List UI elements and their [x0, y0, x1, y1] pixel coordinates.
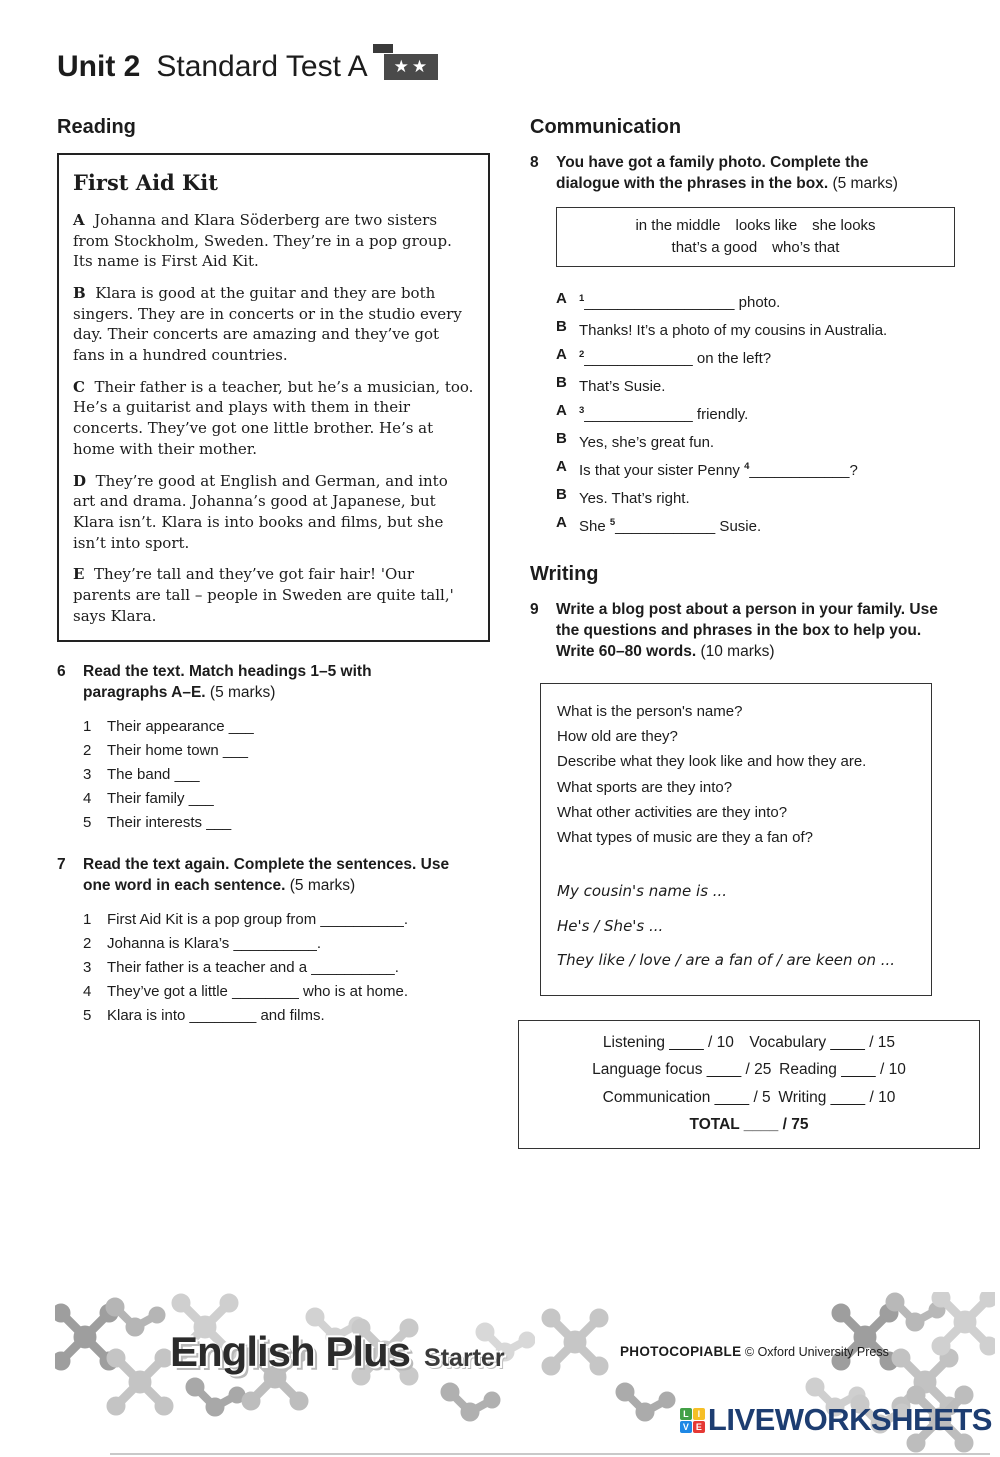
answer-blank[interactable]: _____________ — [584, 350, 693, 368]
exercise-6: 6 Read the text. Match headings 1–5 with paragraphs A–E. (5 marks) 1 Their appearance ___ 2 Their home town ___ 3 The band ___ 4 Their family ___ 5 Their interests ___ — [57, 662, 490, 835]
score-total: TOTAL ____ / 75 — [689, 1116, 809, 1134]
english-plus-logo-text: English Plus — [170, 1328, 411, 1375]
exercise-6-instruction: Read the text. Match headings 1–5 with paragraphs A–E. (5 marks) — [83, 663, 372, 702]
answer-blank[interactable]: __________ — [311, 959, 395, 977]
answer-blank[interactable]: ____________ — [749, 462, 850, 480]
exercise-9-instruction: Write a blog post about a person in your family. Use the questions and phrases in the box to help you. Write 60–80 words. (10 marks) — [556, 601, 938, 661]
answer-blank[interactable]: ________ — [232, 983, 299, 1001]
heading-item-1: 1 Their appearance ___ — [83, 718, 254, 736]
page-bottom-line — [110, 1453, 990, 1455]
dialogue-row-8: B Yes. That’s right. — [556, 486, 690, 508]
left-column — [57, 44, 490, 1169]
answer-blank[interactable]: ___ — [228, 718, 254, 736]
exercise-8: 8 You have got a family photo. Complete the dialogue with the phrases in the box. (5 marks) in the middle looks like she looks that’s a good who’s that A $^1$__________________ photo. B Thanks! It’s a photo of my cousins in Australia. A $^2$_____________ on the left? B That’s Susie. A $^3$_____________ friendly. B Yes, she’s great fun. A Is that your sister Penny $^4$____________? B Yes. That’s right. A She $^5$____________ Susie. — [530, 153, 955, 539]
paragraph-d: D They’re good at English and German, and into art and drama. Johanna’s good at Japanese, but Klara isn’t. Klara is into books and films, but she isn’t into sport. — [73, 471, 448, 552]
exercise-7-instruction: Read the text again. Complete the sentences. Use one word in each sentence. (5 marks) — [83, 856, 450, 895]
writing-phrase: My cousin's name is ... — [557, 882, 728, 901]
liveworksheets-wordmark: LIVEWORKSHEETS — [707, 1402, 992, 1437]
exercise-7: 7 Read the text again. Complete the sentences. Use one word in each sentence. (5 marks) 1 First Aid Kit is a pop group from __________. 2 Johanna is Klara’s __________. 3 Their father is a teacher and a __________. 4 They’ve got a little ________ who is at home. 5 Klara is into ________ and films. — [57, 855, 490, 1028]
score-line-2: Language focus ____ / 25 Reading ____ / 10 — [592, 1061, 906, 1079]
paragraph-c: C Their father is a teacher, but he’s a musician, too. He’s a guitarist and plays with them in their concerts. They’ve got one little brother. He’s at home with their mother. — [73, 377, 474, 458]
right-column — [530, 44, 955, 1169]
score-line-1: Listening ____ / 10 Vocabulary ____ / 15 — [602, 1033, 896, 1051]
phrase-box — [556, 207, 955, 268]
sentence-item-4: 4 They’ve got a little ________ who is at home. — [83, 983, 409, 1001]
exercise-7-marks: (5 marks) — [285, 877, 356, 895]
writing-question: What types of music are they a fan of? — [557, 829, 813, 847]
dialogue-row-5: A $^3$_____________ friendly. — [556, 402, 749, 424]
answer-blank[interactable]: ___ — [174, 766, 200, 784]
sentence-item-2: 2 Johanna is Klara’s __________. — [83, 935, 322, 953]
writing-question: How old are they? — [557, 728, 678, 746]
dialogue-row-2: B Thanks! It’s a photo of my cousins in Australia. — [556, 318, 888, 340]
unit-label: Unit 2 — [57, 50, 141, 83]
sentence-item-1: 1 First Aid Kit is a pop group from __________. — [83, 911, 409, 929]
liveworksheets-logo[interactable] — [680, 1402, 992, 1438]
english-plus-logo — [170, 1328, 505, 1376]
exercise-7-items — [83, 908, 490, 1028]
difficulty-stars-badge: ★★ — [384, 54, 438, 80]
writing-heading: Writing — [530, 563, 599, 586]
liveworksheets-grid-icon: L I V E — [680, 1408, 705, 1433]
reading-text-box — [57, 153, 490, 642]
answer-blank[interactable]: ____________ — [615, 518, 716, 536]
dialogue-row-4: B That’s Susie. — [556, 374, 666, 396]
sentence-item-3: 3 Their father is a teacher and a __________. — [83, 959, 399, 977]
paragraph-a: A Johanna and Klara Söderberg are two sisters from Stockholm, Sweden. They’re in a pop group. Its name is First Aid Kit. — [73, 210, 452, 271]
answer-blank[interactable]: ___ — [206, 814, 232, 832]
answer-blank[interactable]: _____________ — [584, 406, 693, 424]
dialogue-row-7: A Is that your sister Penny $^4$____________? — [556, 458, 858, 480]
paragraph-e: E They’re tall and they’ve got fair hair! 'Our parents are tall – people in Sweden are quite tall,' says Klara. — [73, 565, 454, 625]
writing-question: What is the person's name? — [557, 703, 743, 721]
score-box — [518, 1020, 980, 1149]
writing-question: Describe what they look like and how they are. — [557, 753, 867, 771]
dialogue-row-9: A She $^5$____________ Susie. — [556, 514, 762, 536]
writing-phrase: They like / love / are a fan of / are keen on ... — [557, 951, 896, 970]
dialogue-row-3: A $^2$_____________ on the left? — [556, 346, 772, 368]
writing-question: What other activities are they into? — [557, 803, 788, 821]
sentence-item-5: 5 Klara is into ________ and films. — [83, 1007, 325, 1025]
header-title — [57, 44, 490, 90]
answer-blank[interactable]: ________ — [189, 1007, 257, 1025]
page-top-mark — [373, 44, 393, 53]
exercise-9: 9 Write a blog post about a person in your family. Use the questions and phrases in the box to help you. Write 60–80 words. (10 marks) What is the person's name? How old are they? Describe what they look like and how they are. What sports are they into? What other activities are they into? What types of music are they a fan of? My cousin's name is ... He's / She's ... They like / love / are a fan of / are keen on ... Listening ____ / 10 Vocabulary ____ / 15 Language focus ____ / 25 Reading ____ / 10 Communication ____ / 5 Writing ____ / 10 TOTAL ____ / 75 — [530, 600, 955, 1149]
writing-phrase: He's / She's ... — [557, 916, 664, 935]
answer-blank[interactable]: __________ — [320, 911, 404, 929]
writing-prompt-box — [540, 683, 932, 996]
dialogue-row-6: B Yes, she’s great fun. — [556, 430, 715, 452]
answer-blank[interactable]: __________________ — [584, 294, 735, 312]
exercise-9-marks: (10 marks) — [696, 643, 775, 661]
score-line-3: Communication ____ / 5 Writing ____ / 10 — [602, 1088, 896, 1106]
starter-label: Starter — [424, 1344, 505, 1372]
test-title: Standard Test A — [156, 50, 368, 83]
paragraph-b: B Klara is good at the guitar and they are both singers. They are in concerts or in the studio every day. Their concerts are amazing and they’ve got fans in a hundred countries. — [73, 284, 462, 365]
answer-blank[interactable]: __________ — [233, 935, 317, 953]
exercise-6-marks: (5 marks) — [205, 684, 276, 702]
answer-blank[interactable]: ___ — [222, 742, 248, 760]
heading-item-4: 4 Their family ___ — [83, 790, 214, 808]
page-columns — [0, 44, 1000, 1169]
dialogue-row-1: A $^1$__________________ photo. — [556, 290, 781, 312]
writing-question: What sports are they into? — [557, 778, 733, 796]
exercise-6-items — [83, 715, 490, 835]
phrase-box-line-1: in the middle looks like she looks — [635, 216, 876, 234]
communication-heading: Communication — [530, 116, 682, 138]
reading-box-title: First Aid Kit — [73, 170, 218, 195]
heading-item-3: 3 The band ___ — [83, 766, 200, 784]
answer-blank[interactable]: ___ — [188, 790, 214, 808]
reading-heading: Reading — [57, 116, 136, 138]
photocopiable-label: PHOTOCOPIABLE — [620, 1344, 742, 1359]
worksheet-page — [0, 44, 1000, 1457]
oup-copyright: © Oxford University Press — [741, 1345, 889, 1359]
heading-item-5: 5 Their interests ___ — [83, 814, 232, 832]
photocopiable-note — [620, 1344, 889, 1359]
dialogue — [556, 287, 955, 539]
exercise-8-instruction: You have got a family photo. Complete the dialogue with the phrases in the box. (5 marks) — [556, 154, 898, 192]
phrase-box-line-2: that’s a good who’s that — [671, 238, 840, 256]
exercise-8-marks: (5 marks) — [828, 174, 898, 192]
heading-item-2: 2 Their home town ___ — [83, 742, 248, 760]
